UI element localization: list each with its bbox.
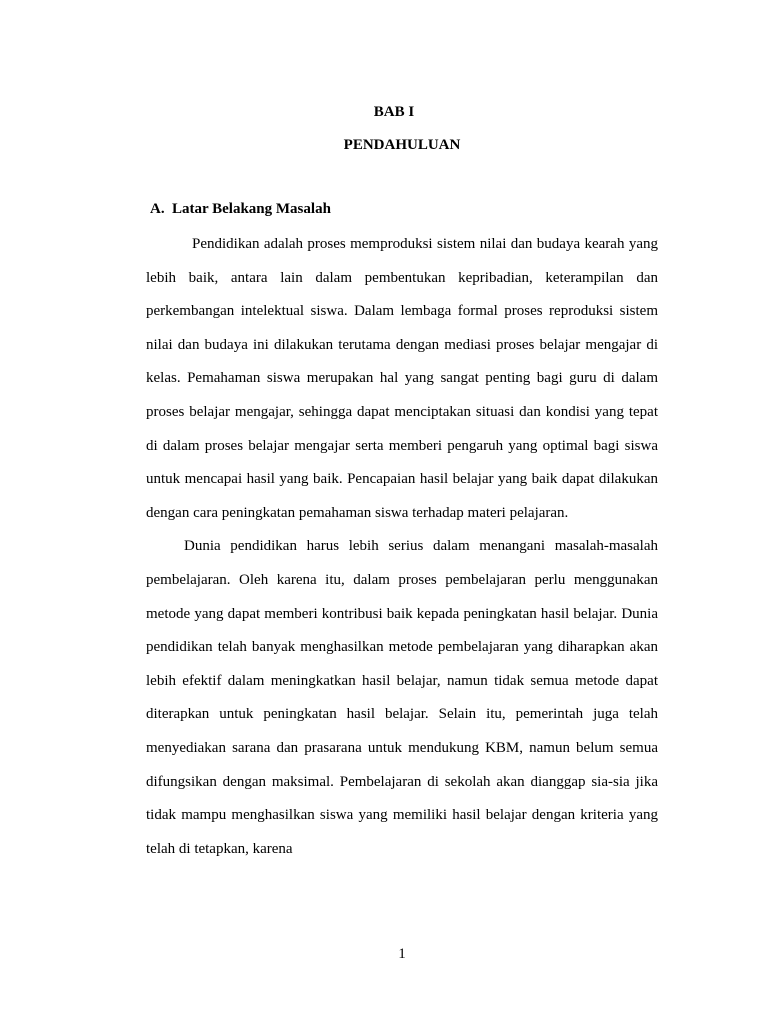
paragraph: Pendidikan adalah proses memproduksi sistem nilai dan budaya kearah yang lebih baik, antara lain dalam pembentukan kepribadian, keterampilan dan perkembangan intelektual siswa. Dalam lembaga formal proses reproduksi sistem nilai dan budaya ini dilakukan terutama dengan mediasi proses belajar mengajar di kelas. Pemahaman siswa merupakan hal yang sangat penting bagi guru di dalam proses belajar mengajar, sehingga dapat menciptakan situasi dan kondisi yang tepat di dalam proses belajar mengajar serta memberi pengaruh yang optimal bagi siswa untuk mencapai hasil yang baik. Pencapaian hasil belajar yang baik dapat dilakukan dengan cara peningkatan pemahaman siswa terhadap materi pelajaran. (146, 236, 658, 521)
section-title: Latar Belakang Masalah (172, 201, 331, 217)
paragraph: Dunia pendidikan harus lebih serius dalam menangani masalah-masalah pembelajaran. Oleh karena itu, dalam proses pembelajaran perlu menggunakan metode yang dapat memberi kontribusi baik kepada peningkatan hasil belajar. Dunia pendidikan telah banyak menghasilkan metode pembelajaran yang diharapkan akan lebih efektif dalam meningkatkan hasil belajar, namun tidak semua metode dapat diterapkan untuk peningkatan hasil belajar. Selain itu, pemerintah juga telah menyediakan sarana dan prasarana untuk mendukung KBM, namun belum semua difungsikan dengan maksimal. Pembelajaran di sekolah akan dianggap sia-sia jika tidak mampu menghasilkan siswa yang memiliki hasil belajar dengan kriteria yang telah di tetapkan, karena (146, 538, 658, 857)
chapter-title: PENDAHULUAN (343, 137, 461, 153)
section-letter: A. (150, 201, 165, 217)
section-heading (150, 201, 331, 218)
chapter-number: BAB I (373, 104, 415, 120)
page-number: 1 (398, 946, 406, 962)
body-text (146, 228, 658, 866)
